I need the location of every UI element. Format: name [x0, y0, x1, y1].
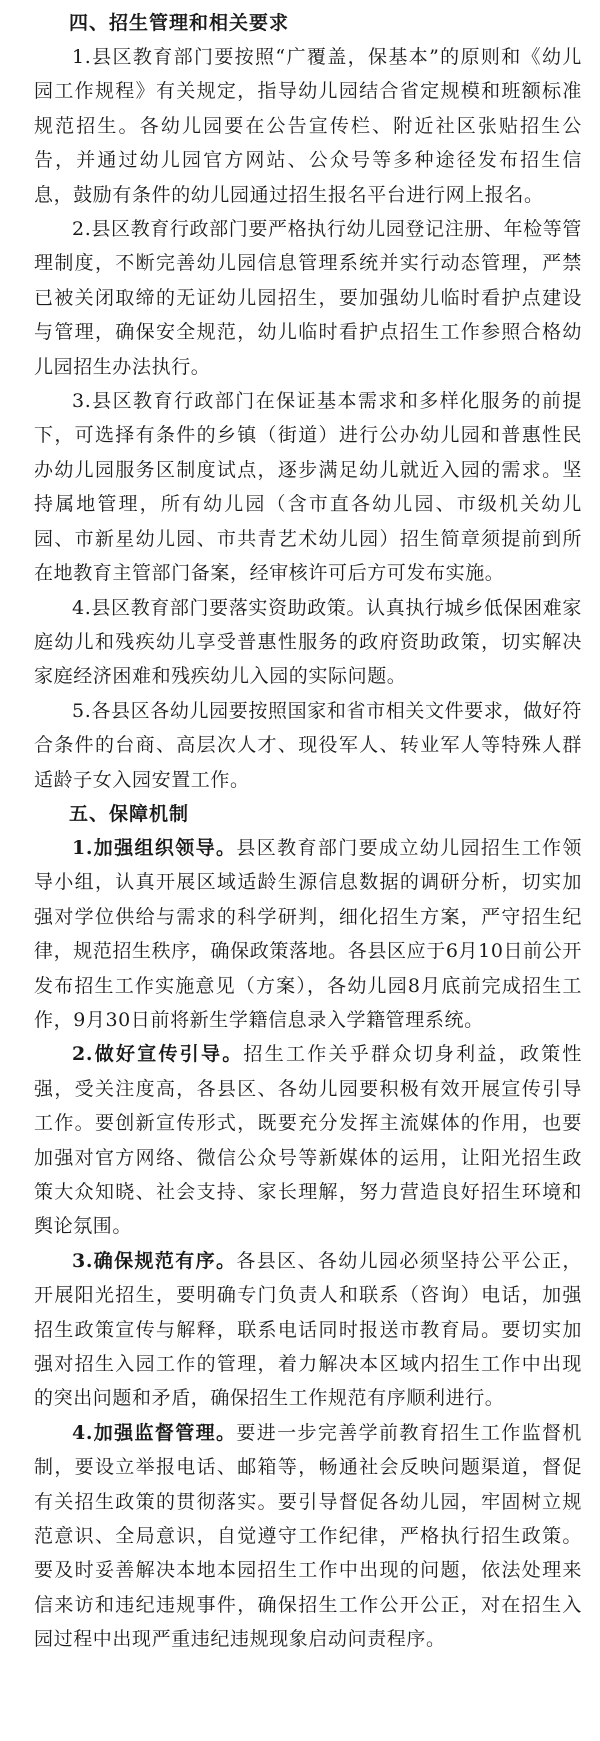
- section-4-paragraph-4: 4.县区教育部门要落实资助政策。认真执行城乡低保困难家庭幼儿和残疾幼儿享受普惠性服务的政府资助政策，切实解决家庭经济困难和残疾幼儿入园的实际问题。: [34, 596, 582, 688]
- section-5-paragraph-2: [34, 1037, 582, 1243]
- section-5-heading: 五、保障机制: [69, 802, 190, 825]
- section-5-paragraph-1-text: 县区教育部门要成立幼儿园招生工作领导小组，认真开展区域适龄生源信息数据的调研分析，切实加强对学位供给与需求的科学研判，细化招生方案，严守招生纪律，规范招生秩序，确保政策落地。各县区应于6月10日前公开发布招生工作实施意见（方案），各幼儿园8月底前完成招生工作，9月30日前将新生学籍信息录入学籍管理系统。: [34, 836, 582, 1031]
- section-4-paragraph-1: 1.县区教育部门要按照“广覆盖，保基本”的原则和《幼儿园工作规程》有关规定，指导幼儿园结合省定规模和班额标准规范招生。各幼儿园要在公告宣传栏、附近社区张贴招生公告，并通过幼儿园官方网站、公众号等多种途径发布招生信息，鼓励有条件的幼儿园通过招生报名平台进行网上报名。: [34, 46, 582, 206]
- section-4-paragraph-5: 5.各县区各幼儿园要按照国家和省市相关文件要求，做好符合条件的台商、高层次人才、现役军人、转业军人等特殊人群适龄子女入园安置工作。: [34, 699, 582, 791]
- section-5-paragraph-3: [34, 1244, 582, 1416]
- section-5-paragraph-2-lead: 2.做好宣传引导。: [72, 1043, 244, 1066]
- section-5-paragraph-2-text: 招生工作关乎群众切身利益，政策性强，受关注度高，各县区、各幼儿园要积极有效开展宣传引导工作。要创新宣传形式，既要充分发挥主流媒体的作用，也要加强对官方网络、微信公众号等新媒体的运用，让阳光招生政策大众知晓、社会支持、家长理解，努力营造良好招生环境和舆论氛围。: [34, 1043, 582, 1238]
- section-5-paragraph-1: [34, 831, 582, 1037]
- section-4-paragraph-3: 3.县区教育行政部门在保证基本需求和多样化服务的前提下，可选择有条件的乡镇（街道）进行公办幼儿园和普惠性民办幼儿园服务区制度试点，逐步满足幼儿就近入园的需求。坚持属地管理，所有幼儿园（含市直各幼儿园、市级机关幼儿园、市新星幼儿园、市共青艺术幼儿园）招生简章须提前到所在地教育主管部门备案，经审核许可后方可发布实施。: [34, 390, 582, 585]
- section-4-paragraph-2: 2.县区教育行政部门要严格执行幼儿园登记注册、年检等管理制度，不断完善幼儿园信息管理系统并实行动态管理，严禁已被关闭取缔的无证幼儿园招生，要加强幼儿临时看护点建设与管理，确保安全规范，幼儿临时看护点招生工作参照合格幼儿园招生办法执行。: [34, 218, 582, 378]
- section-5-paragraph-4: [34, 1416, 582, 1657]
- section-5-paragraph-1-lead: 1.加强组织领导。: [72, 836, 237, 859]
- section-5-paragraph-4-lead: 4.加强监督管理。: [72, 1421, 237, 1444]
- document-page: [34, 6, 582, 1657]
- section-4-heading: 四、招生管理和相关要求: [69, 12, 290, 34]
- section-5-paragraph-4-text: 要进一步完善学前教育招生工作监督机制，要设立举报电话、邮箱等，畅通社会反映问题渠道，督促有关招生政策的贯彻落实。要引导督促各幼儿园，牢固树立规范意识、全局意识，自觉遵守工作纪律，严格执行招生政策。要及时妥善解决本地本园招生工作中出现的问题，依法处理来信来访和违纪违规事件，确保招生工作公开公正，对在招生入园过程中出现严重违纪违规现象启动问责程序。: [34, 1421, 582, 1651]
- section-5-paragraph-3-lead: 3.确保规范有序。: [72, 1249, 237, 1272]
- section-5-paragraph-3-text: 各县区、各幼儿园必须坚持公平公正，开展阳光招生，要明确专门负责人和联系（咨询）电话，加强招生政策宣传与解释，联系电话同时报送市教育局。要切实加强对招生入园工作的管理，着力解决本区域内招生工作中出现的突出问题和矛盾，确保招生工作规范有序顺利进行。: [34, 1249, 582, 1410]
